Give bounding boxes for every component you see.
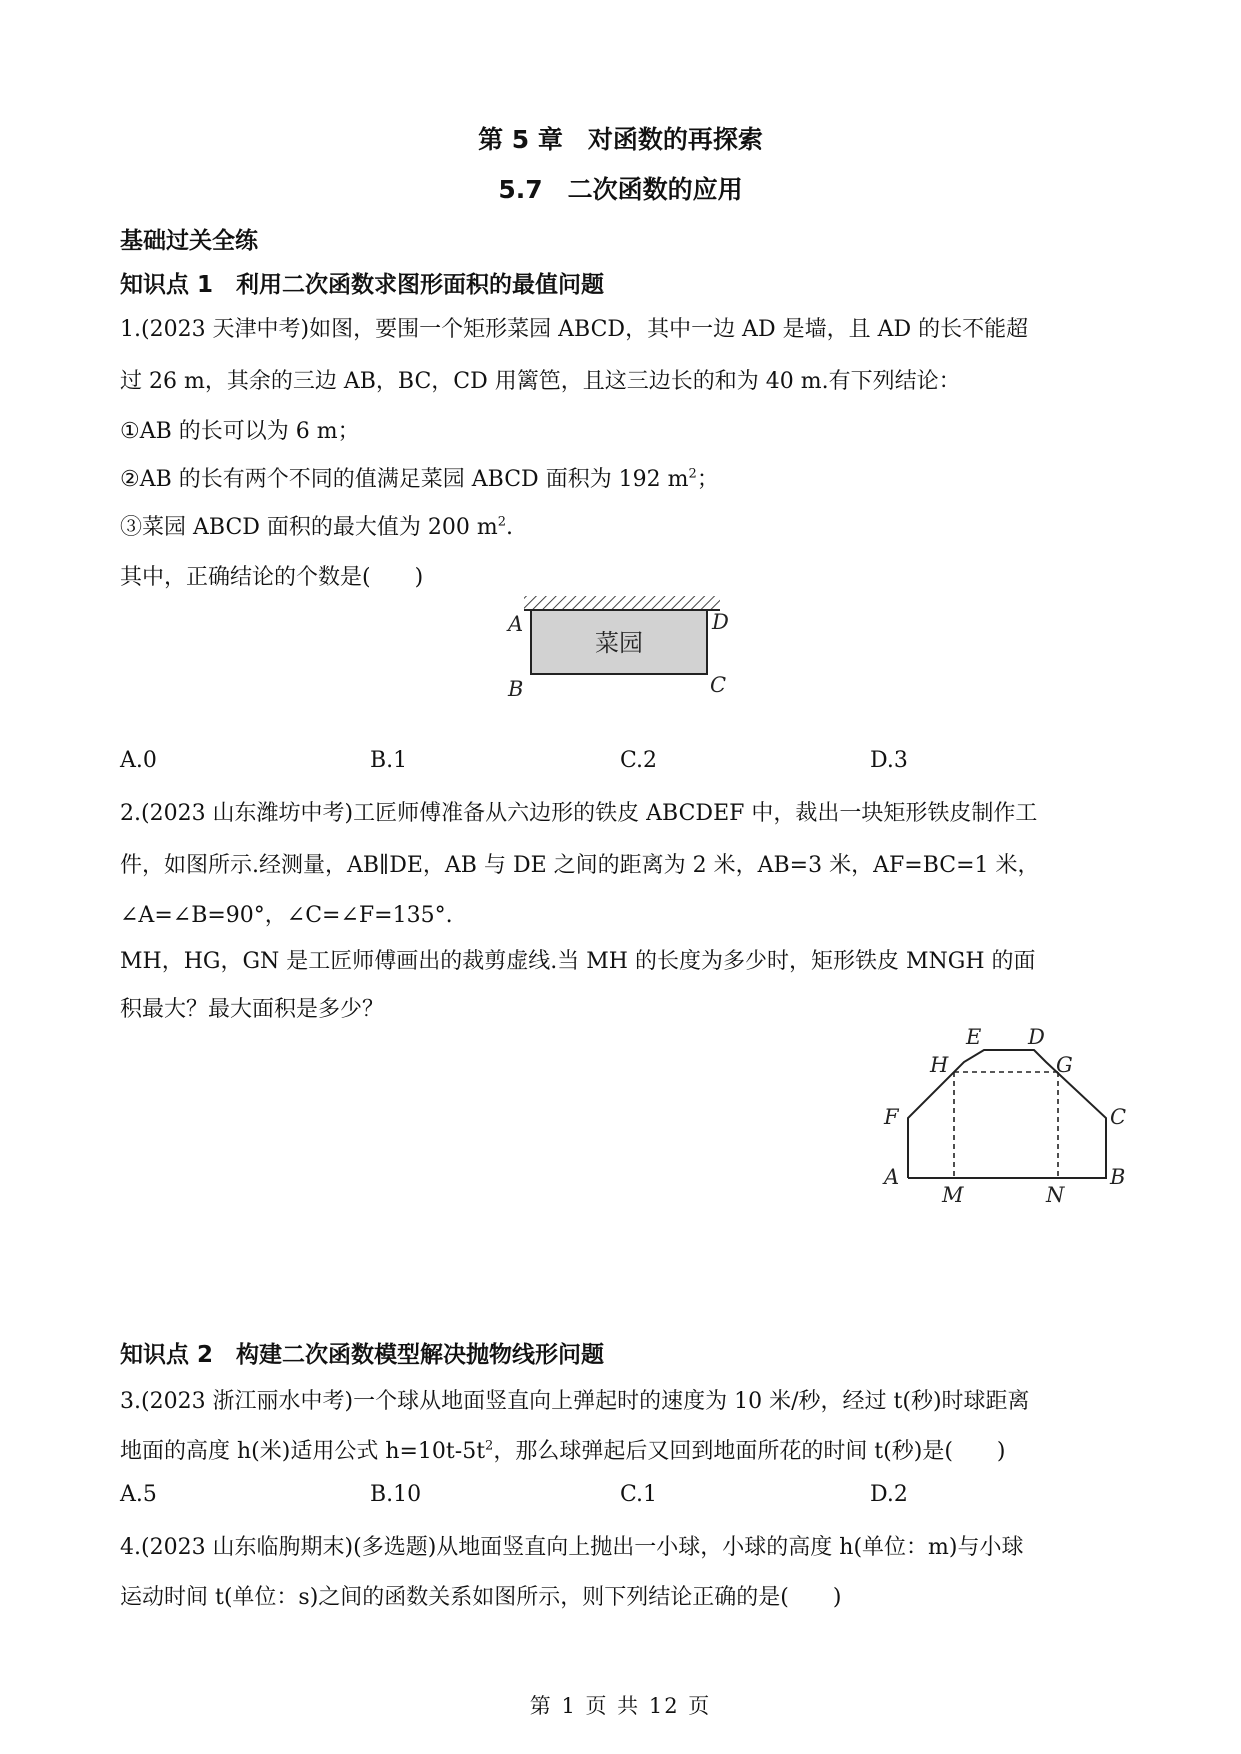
point-label-f: F <box>884 1105 899 1129</box>
q1-option-d[interactable]: D.3 <box>870 748 908 773</box>
q1-line-2: 过 26 m，其余的三边 AB，BC，CD 用篱笆，且这三边长的和为 40 m.有下列结论： <box>120 369 961 394</box>
q1-conclusion-2: ②AB 的长有两个不同的值满足菜园 ABCD 面积为 192 $m^2$； <box>120 466 719 492</box>
q3-option-a[interactable]: A.5 <box>120 1482 157 1507</box>
point-label-c: C <box>710 673 727 697</box>
point-label-a: A <box>884 1165 900 1189</box>
garden-label: 菜园 <box>595 629 643 657</box>
point-label-b: B <box>508 677 524 701</box>
point-label-e: E <box>966 1025 982 1049</box>
chapter-title: 第 5 章 对函数的再探索 <box>478 125 763 154</box>
point-label-h: H <box>930 1053 949 1077</box>
part-title: 基础过关全练 <box>120 228 258 254</box>
point-label-n: N <box>1046 1183 1065 1207</box>
section-title: 5.7 二次函数的应用 <box>498 175 743 204</box>
q3-option-d[interactable]: D.2 <box>870 1482 908 1507</box>
q3-line-2: 地面的高度 h(米)适用公式 $h=10t-5t^2$，那么球弹起后又回到地面所花的时间 t(秒)是( ) <box>120 1438 1006 1464</box>
q3-line-1: 3.(2023 浙江丽水中考)一个球从地面竖直向上弹起时的速度为 10 米/秒，经过 t(秒)时球距离 <box>120 1389 1030 1414</box>
q3-option-b[interactable]: B.10 <box>370 1482 422 1507</box>
q4-line-1: 4.(2023 山东临朐期末)(多选题)从地面竖直向上抛出一小球，小球的高度 h(单位：m)与小球 <box>120 1535 1024 1560</box>
wall-hatching <box>524 596 720 610</box>
knowledge-point-1-title: 知识点 1 利用二次函数求图形面积的最值问题 <box>120 272 605 298</box>
q2-line-5: 积最大？最大面积是多少？ <box>120 997 385 1022</box>
q1-question: 其中，正确结论的个数是( ) <box>120 565 424 590</box>
point-label-d: D <box>712 610 729 634</box>
q2-line-1: 2.(2023 山东潍坊中考)工匠师傅准备从六边形的铁皮 ABCDEF 中，裁出一块矩形铁皮制作工 <box>120 801 1038 826</box>
point-label-m: M <box>942 1183 964 1207</box>
q1-conclusion-1: ①AB 的长可以为 6 m； <box>120 419 360 444</box>
q3-option-c[interactable]: C.1 <box>620 1482 658 1507</box>
point-label-a: A <box>508 612 524 636</box>
point-label-d: D <box>1028 1025 1045 1049</box>
garden-figure <box>500 592 740 712</box>
q2-line-3: ∠A=∠B=90°，∠C=∠F=135°. <box>120 903 453 928</box>
q1-option-b[interactable]: B.1 <box>370 748 408 773</box>
q1-conclusion-3: ③菜园 ABCD 面积的最大值为 200 $m^2$. <box>120 514 514 540</box>
point-label-g: G <box>1056 1053 1073 1077</box>
q1-option-a[interactable]: A.0 <box>120 748 157 773</box>
point-label-c: C <box>1110 1105 1127 1129</box>
q2-line-4: MH，HG，GN 是工匠师傅画出的裁剪虚线.当 MH 的长度为多少时，矩形铁皮 MNGH 的面 <box>120 949 1036 974</box>
page-footer: 第 1 页 共 12 页 <box>529 1694 712 1718</box>
q1-option-c[interactable]: C.2 <box>620 748 658 773</box>
q2-line-2: 件，如图所示.经测量，AB∥DE，AB 与 DE 之间的距离为 2 米，AB=3 米，AF=BC=1 米， <box>120 853 1040 878</box>
point-label-b: B <box>1110 1165 1126 1189</box>
knowledge-point-2-title: 知识点 2 构建二次函数模型解决抛物线形问题 <box>120 1342 605 1368</box>
q4-line-2: 运动时间 t(单位：s)之间的函数关系如图所示，则下列结论正确的是( ) <box>120 1585 842 1610</box>
q1-line-1: 1.(2023 天津中考)如图，要围一个矩形菜园 ABCD，其中一边 AD 是墙，且 AD 的长不能超 <box>120 317 1029 342</box>
hexagon-figure <box>880 1018 1130 1208</box>
